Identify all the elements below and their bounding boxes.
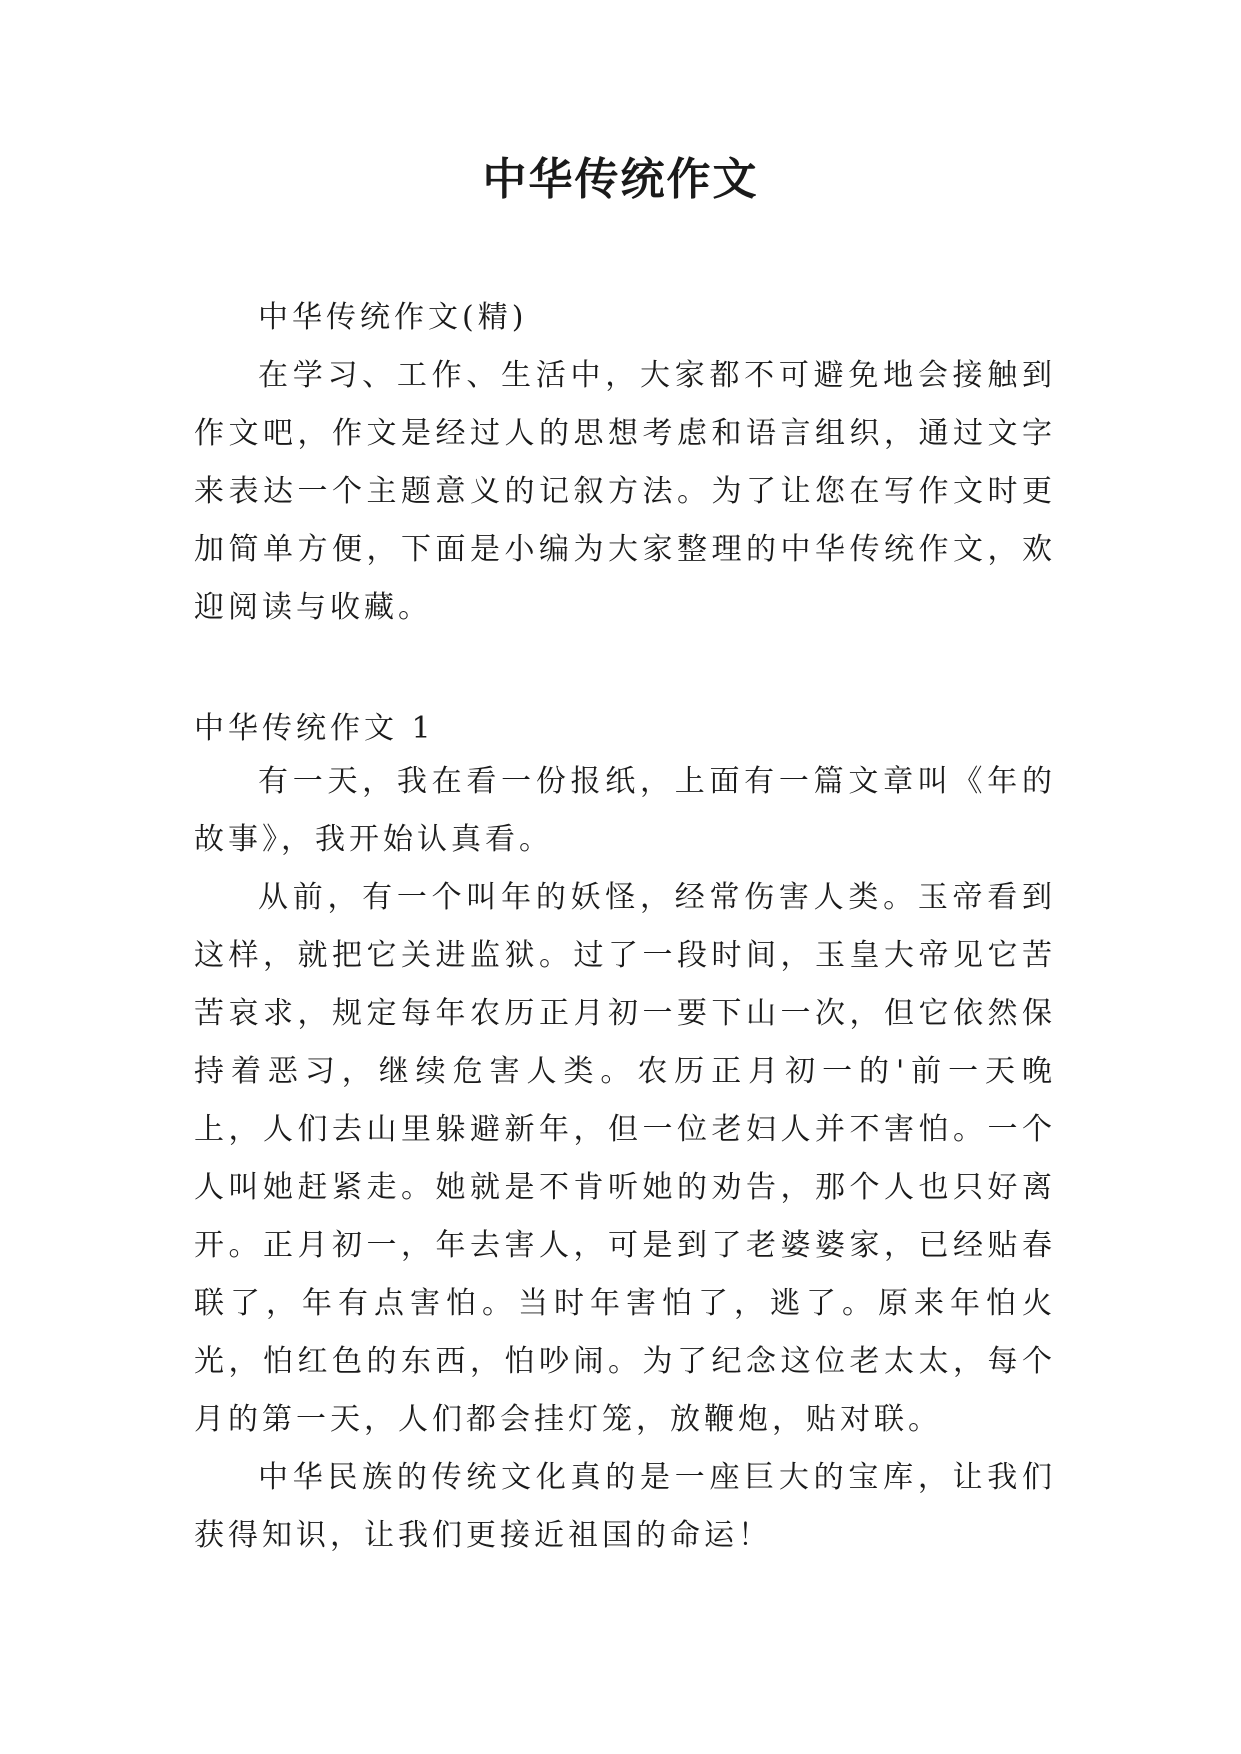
essay-paragraph-3: 中华民族的传统文化真的是一座巨大的宝库，让我们获得知识，让我们更接近祖国的命运！ xyxy=(194,1460,1056,1553)
intro-paragraph: 在学习、工作、生活中，大家都不可避免地会接触到作文吧，作文是经过人的思想考虑和语言组织，通过文字来表达一个主题意义的记叙方法。为了让您在写作文时更加简单方便，下面是小编为大家整理的中华传统作文，欢迎阅读与收藏。 xyxy=(194,358,1056,625)
document-title: 中华传统作文 xyxy=(482,154,759,205)
intro-block xyxy=(194,347,1056,637)
document-subtitle: 中华传统作文(精) xyxy=(258,300,528,335)
essay-paragraph-2: 从前，有一个叫年的妖怪，经常伤害人类。玉帝看到这样，就把它关进监狱。过了一段时间，玉皇大帝见它苦苦哀求，规定每年农历正月初一要下山一次，但它依然保持着恶习，继续危害人类。农历正月初一的'前一天晚上，人们去山里躲避新年，但一位老妇人并不害怕。一个人叫她赶紧走。她就是不肯听她的劝告，那个人也只好离开。正月初一，年去害人，可是到了老婆婆家，已经贴春联了，年有点害怕。当时年害怕了，逃了。原来年怕火光，怕红色的东西，怕吵闹。为了纪念这位老太太，每个月的第一天，人们都会挂灯笼，放鞭炮，贴对联。 xyxy=(194,880,1056,1437)
essay-body xyxy=(194,753,1056,1565)
section-heading: 中华传统作文 1 xyxy=(194,711,435,746)
essay-paragraph-1: 有一天，我在看一份报纸，上面有一篇文章叫《年的故事》，我开始认真看。 xyxy=(194,764,1056,857)
